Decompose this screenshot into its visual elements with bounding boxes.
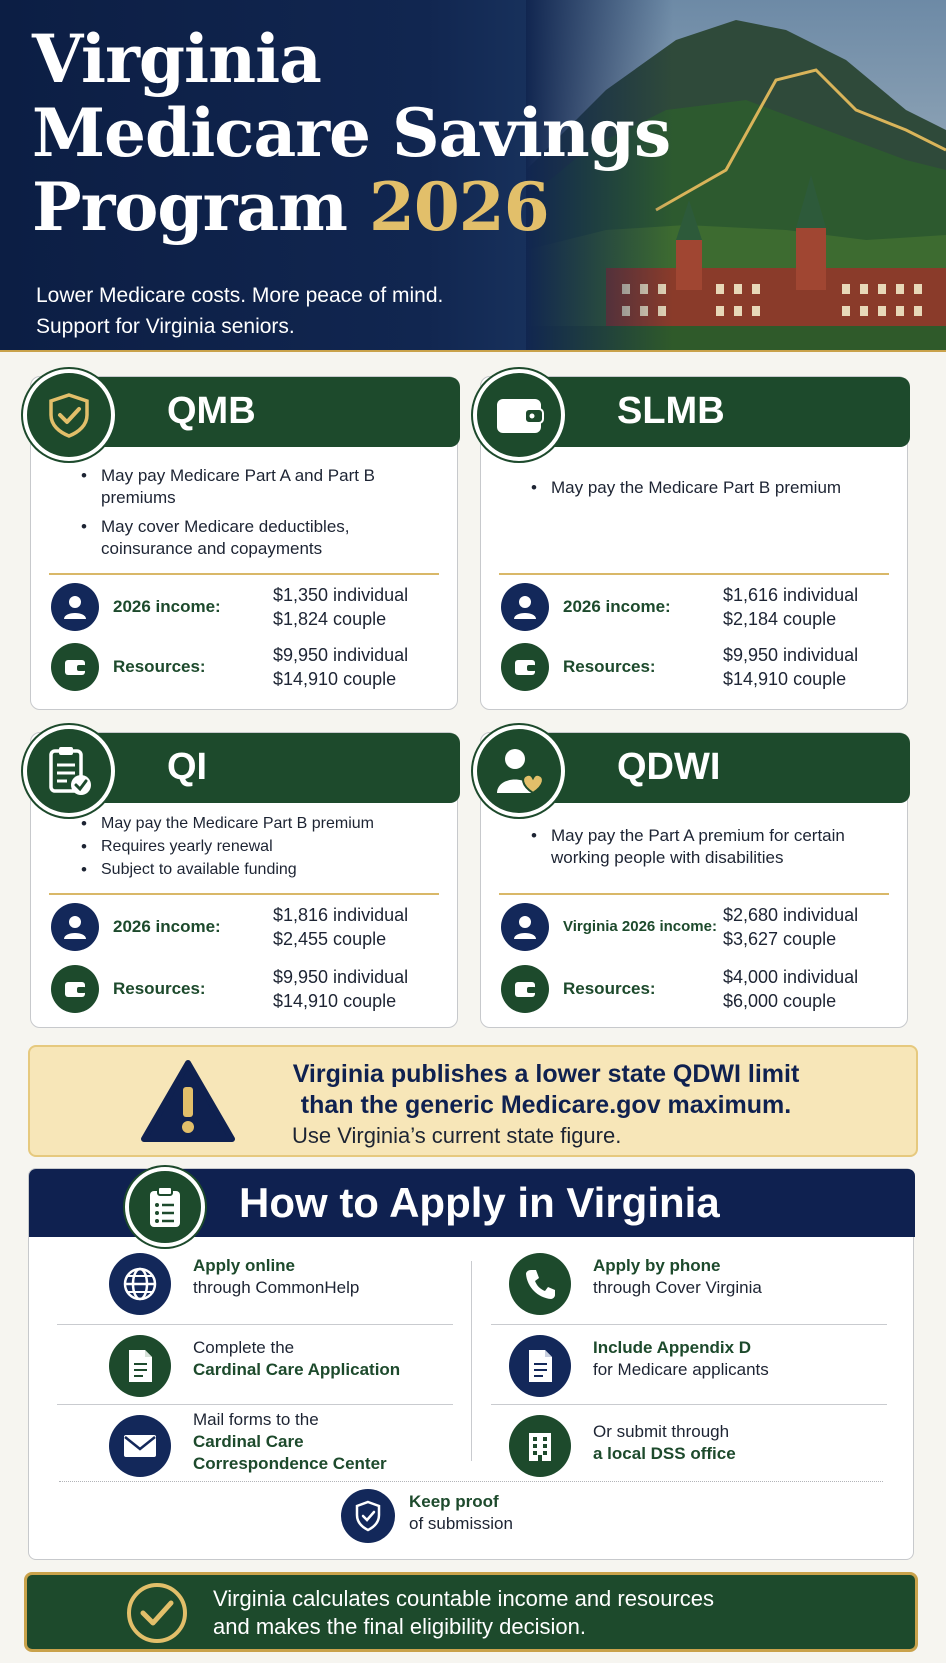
check-circle-icon [127, 1583, 187, 1643]
resources-couple: $14,910 couple [273, 991, 397, 1011]
resources-values [273, 643, 408, 691]
title-line-1: Virginia [32, 20, 321, 98]
program-card-qi [30, 732, 458, 1028]
resources-label: Resources: [563, 979, 656, 998]
subtitle-line-2: Support for Virginia seniors. [36, 315, 295, 338]
income-label: Virginia 2026 income: [563, 918, 717, 935]
wallet-icon [501, 965, 549, 1013]
phone-icon [509, 1253, 571, 1315]
benefit-list [81, 813, 437, 882]
program-name: QDWI [617, 746, 721, 788]
list-item: • May cover Medicare deductibles, coinsurance and copayments [81, 516, 437, 560]
footer-note [213, 1585, 714, 1641]
list-item: • May pay the Part A premium for certain working people with disabilities [531, 825, 851, 869]
header-banner [0, 0, 946, 352]
person-icon [501, 583, 549, 631]
resources-individual: $4,000 individual [723, 967, 859, 987]
step-mail-forms [29, 1407, 409, 1487]
income-label: 2026 income: [563, 597, 671, 616]
divider [49, 573, 439, 575]
person-icon [51, 583, 99, 631]
resources-label: Resources: [113, 657, 206, 676]
step-text [193, 1409, 453, 1475]
step-title: Complete the [193, 1338, 295, 1357]
envelope-icon [109, 1415, 171, 1477]
step-title: Apply by phone [593, 1256, 721, 1275]
program-name: QI [167, 746, 208, 788]
title-line-3 [32, 170, 670, 244]
benefit-list [531, 825, 887, 876]
person-heart-icon [473, 725, 565, 817]
resources-values [723, 965, 858, 1013]
divider [499, 893, 889, 895]
step-text [193, 1337, 453, 1381]
step-title: Apply online [193, 1256, 295, 1275]
step-detail: for Medicare applicants [593, 1360, 769, 1379]
step-detail: a local DSS office [593, 1444, 736, 1463]
page-subtitle [36, 280, 443, 342]
step-keep-proof [259, 1487, 639, 1559]
wallet-icon [501, 643, 549, 691]
step-detail: of submission [409, 1514, 513, 1533]
wallet-icon [473, 369, 565, 461]
apply-title: How to Apply in Virginia [239, 1179, 720, 1226]
step-title: Keep proof [409, 1492, 499, 1511]
income-values [723, 583, 858, 631]
step-appendix-d [429, 1329, 809, 1401]
program-name: SLMB [617, 390, 725, 432]
benefit-list [81, 465, 437, 567]
resources-label: Resources: [113, 979, 206, 998]
title-year: 2026 [368, 168, 549, 246]
document-icon [109, 1335, 171, 1397]
income-values [273, 903, 408, 951]
resources-values [723, 643, 858, 691]
person-icon [51, 903, 99, 951]
footer-line-2: and makes the final eligibility decision. [213, 1614, 586, 1639]
step-detail: Cardinal Care Application [193, 1360, 401, 1379]
subtitle-line-1: Lower Medicare costs. More peace of mind. [36, 284, 444, 307]
page-title [32, 22, 670, 244]
alert-note: Use Virginia’s current state figure. [292, 1123, 622, 1148]
wallet-icon [51, 643, 99, 691]
list-item: • Requires yearly renewal [81, 836, 437, 858]
step-apply-by-phone [429, 1247, 809, 1319]
step-cardinal-care-application [29, 1329, 409, 1401]
program-card-qdwi [480, 732, 908, 1028]
income-couple: $3,627 couple [723, 929, 837, 949]
step-detail: through CommonHelp [193, 1278, 360, 1297]
building-icon [509, 1415, 571, 1477]
resources-label: Resources: [563, 657, 656, 676]
income-individual: $1,816 individual [273, 905, 409, 925]
divider [57, 1404, 453, 1405]
step-text [593, 1421, 853, 1465]
step-title: Include Appendix D [593, 1338, 752, 1357]
list-item: • Subject to available funding [81, 859, 437, 881]
resources-couple: $6,000 couple [723, 991, 837, 1011]
divider [491, 1404, 887, 1405]
resources-couple: $14,910 couple [723, 669, 847, 689]
income-values [273, 583, 408, 631]
income-couple: $1,824 couple [273, 609, 387, 629]
title-line-2: Medicare Savings [32, 94, 671, 172]
step-text [409, 1491, 669, 1535]
step-apply-online [29, 1247, 409, 1319]
step-text [193, 1255, 453, 1299]
alert-line-1: Virginia publishes a lower state QDWI limit [292, 1060, 800, 1088]
shield-check-icon [341, 1489, 395, 1543]
income-couple: $2,184 couple [723, 609, 837, 629]
clipboard-check-icon [23, 725, 115, 817]
document-icon [509, 1335, 571, 1397]
alert-headline [266, 1059, 826, 1121]
resources-couple: $14,910 couple [273, 669, 397, 689]
step-text [593, 1337, 853, 1381]
resources-individual: $9,950 individual [273, 645, 409, 665]
dotted-divider [59, 1481, 883, 1482]
income-individual: $1,616 individual [723, 585, 859, 605]
resources-individual: $9,950 individual [273, 967, 409, 987]
program-card-qmb [30, 376, 458, 710]
checklist-icon [125, 1167, 205, 1247]
income-individual: $2,680 individual [723, 905, 859, 925]
income-values [723, 903, 858, 951]
qdwi-alert-banner [28, 1045, 918, 1157]
divider [499, 573, 889, 575]
footer-banner [24, 1572, 918, 1652]
program-card-slmb [480, 376, 908, 710]
step-detail-2: Correspondence Center [193, 1454, 387, 1473]
step-title: Mail forms to the [193, 1410, 319, 1429]
step-detail: Cardinal Care [193, 1432, 304, 1451]
benefit-list [531, 477, 887, 506]
divider [491, 1324, 887, 1325]
footer-line-1: Virginia calculates countable income and resources [213, 1586, 714, 1611]
resources-individual: $9,950 individual [723, 645, 859, 665]
list-item: • May pay the Medicare Part B premium [81, 813, 437, 835]
income-label: 2026 income: [113, 597, 221, 616]
list-item: • May pay Medicare Part A and Part B premiums [81, 465, 437, 509]
resources-values [273, 965, 408, 1013]
income-label: 2026 income: [113, 917, 221, 936]
list-item: • May pay the Medicare Part B premium [531, 477, 887, 499]
income-couple: $2,455 couple [273, 929, 387, 949]
title-program: Program [32, 168, 347, 246]
person-icon [501, 903, 549, 951]
shield-check-icon [23, 369, 115, 461]
globe-icon [109, 1253, 171, 1315]
wallet-icon [51, 965, 99, 1013]
alert-line-2: than the generic Medicare.gov maximum. [300, 1091, 792, 1119]
how-to-apply-panel [28, 1168, 914, 1560]
step-local-dss [429, 1407, 809, 1479]
step-title: Or submit through [593, 1422, 730, 1441]
divider [49, 893, 439, 895]
divider [57, 1324, 453, 1325]
step-text [593, 1255, 853, 1299]
income-individual: $1,350 individual [273, 585, 409, 605]
warning-icon [140, 1059, 236, 1145]
program-name: QMB [167, 390, 256, 432]
header-gold-rule [0, 350, 946, 352]
step-detail: through Cover Virginia [593, 1278, 762, 1297]
